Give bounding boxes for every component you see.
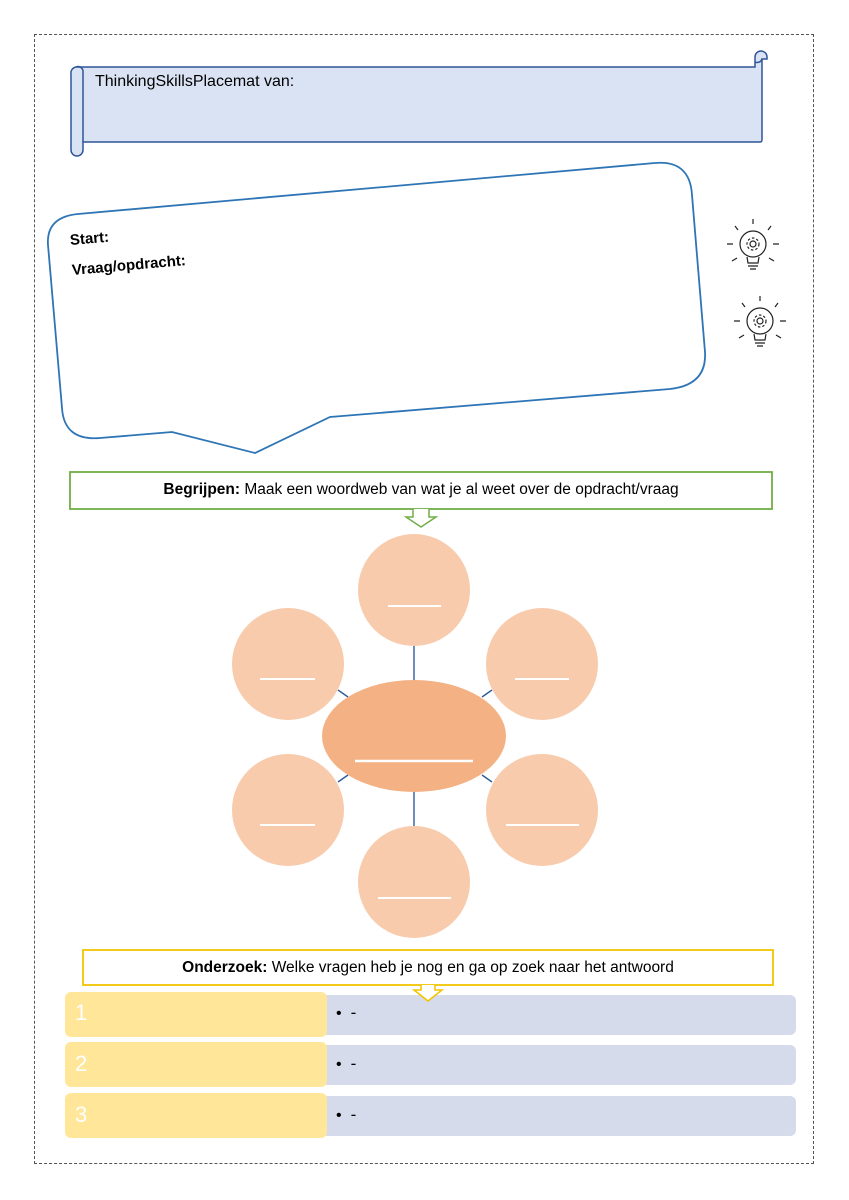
row-answer-1[interactable] — [336, 1003, 356, 1023]
row-number-1: 1 — [75, 1000, 88, 1025]
speech-bubble[interactable] — [48, 163, 705, 453]
onderzoek-text: Welke vragen heb je nog en ga op zoek naar het antwoord — [267, 959, 674, 976]
title-scroll — [71, 51, 767, 156]
row-dash: - — [350, 1003, 357, 1022]
onderzoek-instruction — [83, 959, 773, 977]
begrijpen-heading: Begrijpen: — [163, 481, 241, 498]
word-web-center — [322, 680, 506, 792]
question-rows — [65, 992, 796, 1138]
bullet-icon: • — [336, 1005, 342, 1022]
page-title: ThinkingSkillsPlacemat van: — [95, 73, 295, 90]
word-web-node-bottom-left — [232, 754, 344, 866]
row-dash: - — [350, 1054, 357, 1073]
begrijpen-text: Maak een woordweb van wat je al weet over de opdracht/vraag — [240, 481, 679, 498]
row-number-3: 3 — [75, 1102, 88, 1127]
bullet-icon: • — [336, 1056, 342, 1073]
row-answer-3[interactable] — [336, 1105, 356, 1125]
word-web-node-top-left — [232, 608, 344, 720]
word-web — [232, 534, 598, 938]
onderzoek-heading: Onderzoek: — [182, 959, 268, 976]
start-label: Start: — [69, 228, 110, 249]
row-answer-2[interactable] — [336, 1054, 356, 1074]
word-web-node-top-right — [486, 608, 598, 720]
question-label: Vraag/opdracht: — [71, 252, 187, 279]
lightbulb-gear-icon — [734, 296, 786, 346]
lightbulb-gear-icon — [727, 219, 779, 269]
word-web-node-top — [358, 534, 470, 646]
word-web-node-bottom — [358, 826, 470, 938]
bullet-icon: • — [336, 1107, 342, 1124]
row-number-2: 2 — [75, 1051, 88, 1076]
begrijpen-instruction — [70, 481, 772, 499]
word-web-node-bottom-right — [486, 754, 598, 866]
row-dash: - — [350, 1105, 357, 1124]
